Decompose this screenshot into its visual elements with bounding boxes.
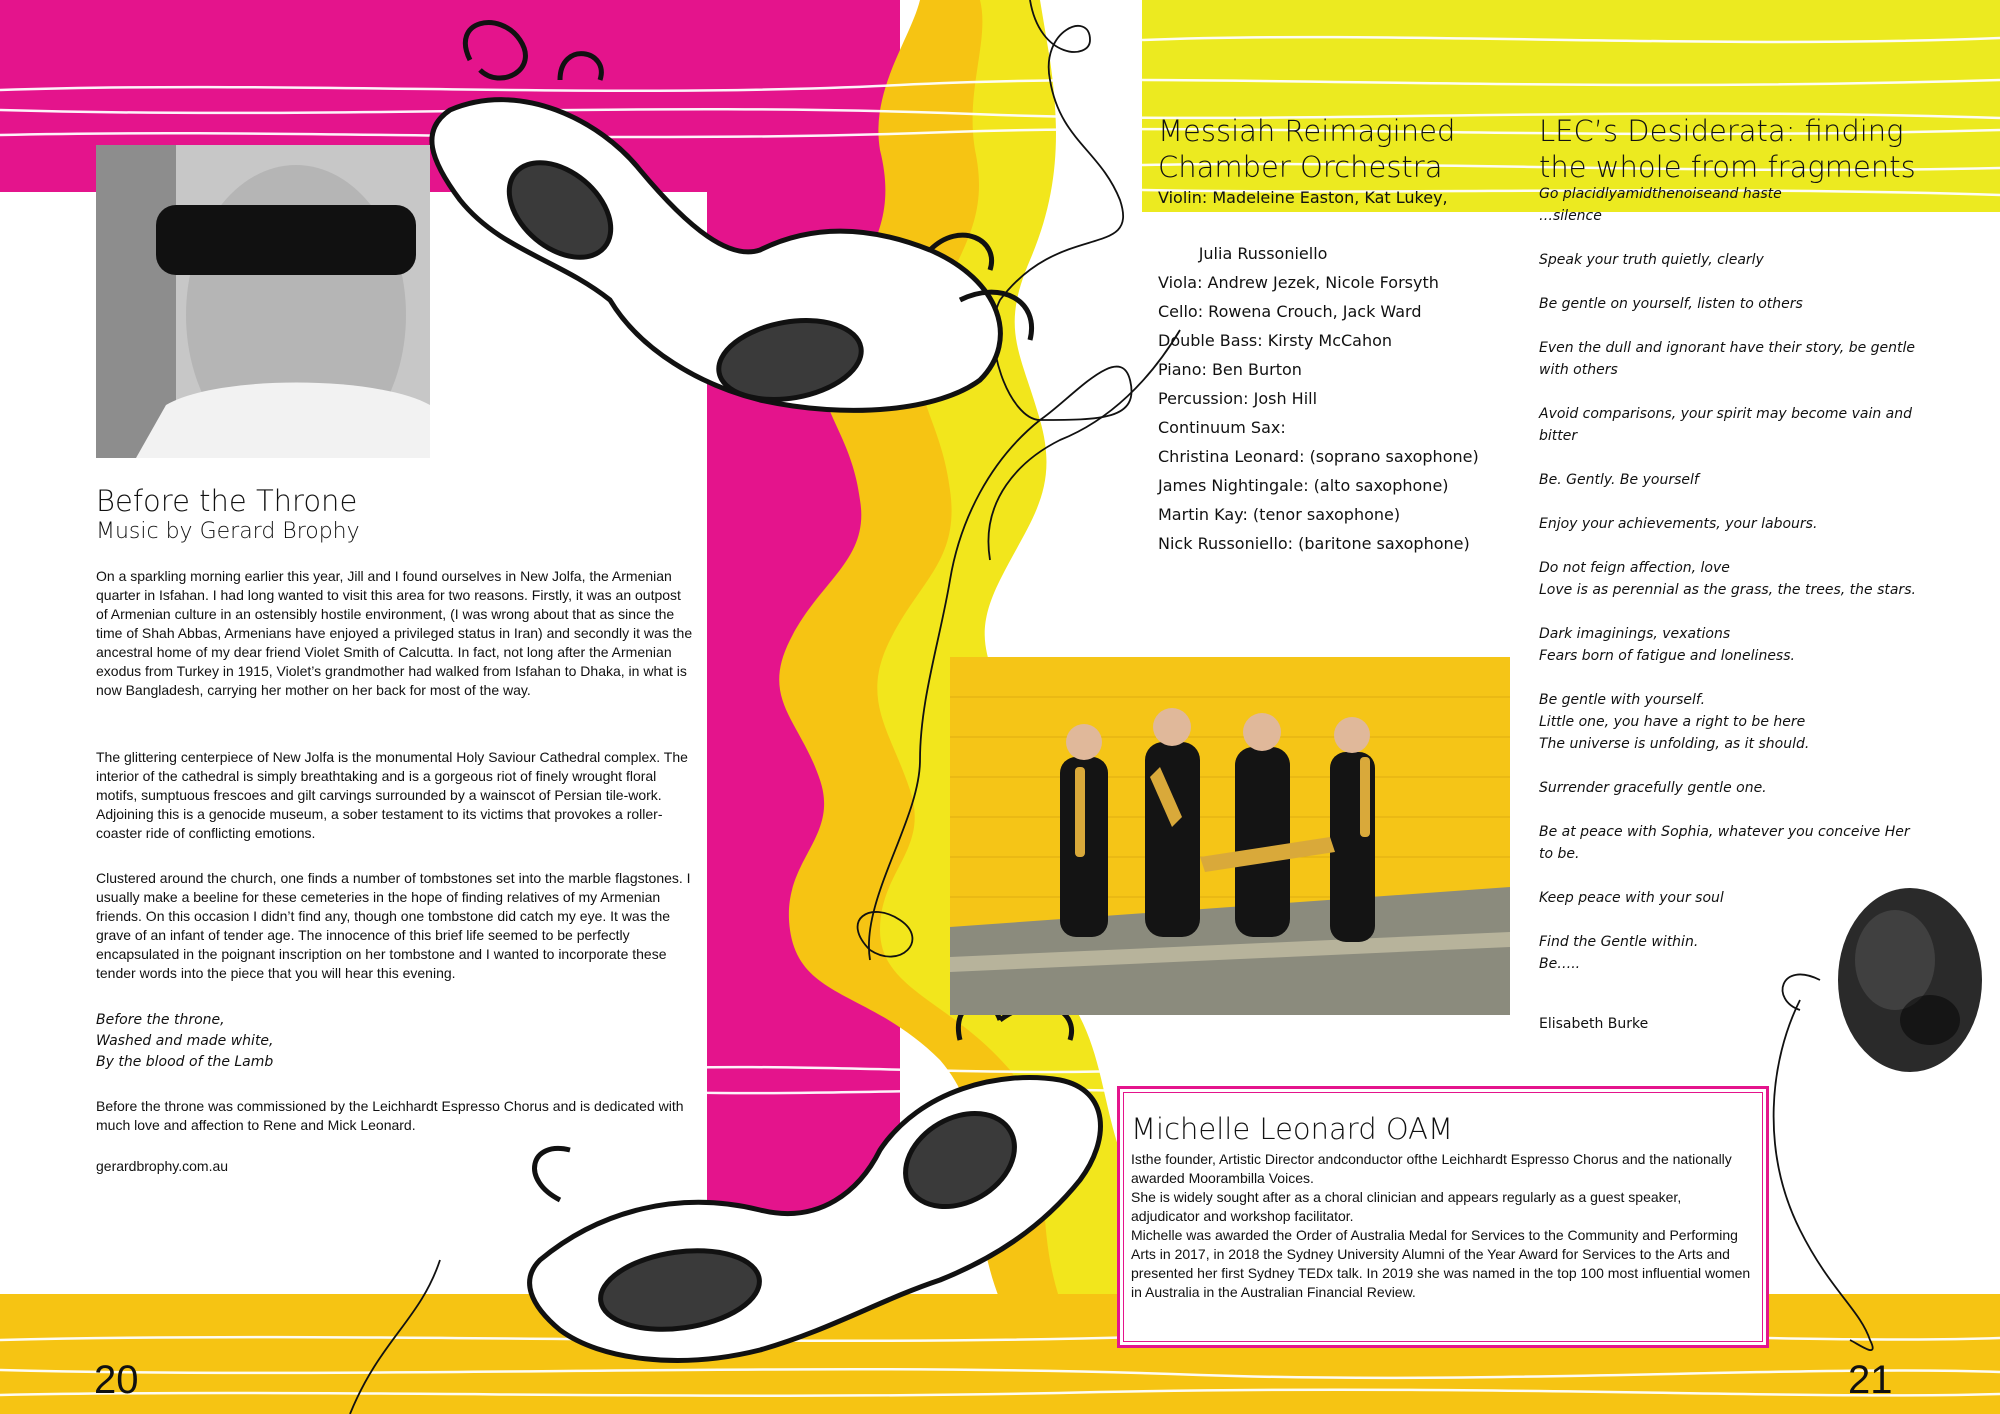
list-item: Martin Kay: (tenor saxophone) bbox=[1158, 505, 1401, 524]
desiderata-line: Surrender gracefully gentle one. bbox=[1539, 780, 1767, 796]
desiderata-line bbox=[1539, 381, 1919, 403]
poem-line: Before the throne, bbox=[96, 1012, 225, 1028]
list-item: Percussion: Josh Hill bbox=[1158, 389, 1318, 408]
website-link[interactable]: gerardbrophy.com.au bbox=[96, 1158, 229, 1174]
list-item: Piano: Ben Burton bbox=[1158, 360, 1302, 379]
poem-inscription bbox=[96, 1010, 274, 1073]
desiderata-line bbox=[1539, 799, 1919, 821]
page-number-left: 20 bbox=[94, 1358, 139, 1402]
desiderata-line bbox=[1539, 667, 1919, 689]
desiderata-line: Avoid comparisons, your spirit may become vain and bitter bbox=[1539, 406, 1913, 444]
desiderata-line: Be gentle with yourself. bbox=[1539, 692, 1706, 708]
desiderata-line: Do not feign affection, love bbox=[1539, 560, 1730, 576]
desiderata-line bbox=[1539, 315, 1919, 337]
desiderata-line bbox=[1539, 447, 1919, 469]
desiderata-line: Speak your truth quietly, clearly bbox=[1539, 252, 1764, 268]
list-item: Christina Leonard: (soprano saxophone) bbox=[1158, 447, 1479, 466]
desiderata-text bbox=[1539, 183, 1919, 997]
section-title-desiderata: LEC’s Desiderata: finding the whole from fragments bbox=[1539, 114, 1916, 184]
list-item: Double Bass: Kirsty McCahon bbox=[1158, 331, 1393, 350]
desiderata-line: Little one, you have a right to be here bbox=[1539, 714, 1806, 730]
desiderata-line: …silence bbox=[1539, 208, 1602, 224]
desiderata-line: The universe is unfolding, as it should. bbox=[1539, 736, 1810, 752]
list-item: Continuum Sax: bbox=[1158, 418, 1286, 437]
desiderata-line bbox=[1539, 535, 1919, 557]
body-paragraph: On a sparkling morning earlier this year, Jill and I found ourselves in New Jolfa, the Armenian quarter in Isfahan. I had long wanted to visit this area for two reasons. Firstly, it was an outpost of Armenian culture in an ostensibly hostile environment, (I was wrong about that as since the time of Shah Abbas, Armenians have enjoyed a privileged status in Iran) and secondly it was the ancestral home of my dear friend Violet Smith of Calcutta. In fact, not long after the Armenian exodus from Turkey in 1915, Violet’s grandmother had walked from Isfahan to Dhaka, in what is now Bangladesh, carrying her mother on her back for most of the way. bbox=[96, 568, 693, 698]
violin-line: Violin: Madeleine Easton, Kat Lukey, bbox=[1158, 188, 1448, 207]
list-item: James Nightingale: (alto saxophone) bbox=[1158, 476, 1449, 495]
desiderata-line bbox=[1539, 975, 1919, 997]
desiderata-line: Love is as perennial as the grass, the trees, the stars. bbox=[1539, 582, 1916, 598]
list-item: Viola: Andrew Jezek, Nicole Forsyth bbox=[1158, 273, 1439, 292]
poem-line: By the blood of the Lamb bbox=[96, 1054, 274, 1070]
bio-paragraph: Michelle was awarded the Order of Australia Medal for Services to the Community and Performing Arts in 2017, in 2018 the Sydney University Alumni of the Year Award for Services to the Arts and presented her first Sydney TEDx talk. In 2019 she was named in the top 100 most influential women in Australia in the Australian Financial Review. bbox=[1131, 1227, 1751, 1300]
saxophone-quartet-photo bbox=[950, 657, 1510, 1015]
desiderata-line: Even the dull and ignorant have their story, be gentle with others bbox=[1539, 340, 1916, 378]
desiderata-line: Go placidlyamidthenoiseand haste bbox=[1539, 186, 1782, 202]
desiderata-line: Be gentle on yourself, listen to others bbox=[1539, 296, 1803, 312]
bio-paragraph: Isthe founder, Artistic Director andconductor ofthe Leichhardt Espresso Chorus and the nationally awarded Moorambilla Voices. bbox=[1131, 1151, 1732, 1186]
page-number-right: 21 bbox=[1848, 1358, 1893, 1402]
desiderata-line bbox=[1539, 601, 1919, 623]
section-subtitle-composer: Music by Gerard Brophy bbox=[96, 519, 360, 544]
desiderata-line bbox=[1539, 227, 1919, 249]
body-paragraph: Clustered around the church, one finds a number of tombstones set into the marble flagstones. I usually make a beeline for these cemeteries in the hope of finding relatives of my Armenian friends. On this occasion I didn’t find any, though one tombstone did catch my eye. It was the grave of an infant of tender age. The innocence of this brief life seemed to be perfectly encapsulated in the poignant inscription on her tombstone and I wanted to incorporate these tender words into the piece that you will hear this evening. bbox=[96, 870, 691, 981]
desiderata-line: Be….. bbox=[1539, 956, 1581, 972]
list-item: Nick Russoniello: (baritone saxophone) bbox=[1158, 534, 1470, 553]
desiderata-line: Be. Gently. Be yourself bbox=[1539, 472, 1699, 488]
desiderata-author: Elisabeth Burke bbox=[1539, 1016, 1649, 1032]
desiderata-line bbox=[1539, 271, 1919, 293]
desiderata-line: Fears born of fatigue and loneliness. bbox=[1539, 648, 1795, 664]
list-item: Julia Russoniello bbox=[1158, 244, 1328, 263]
desiderata-line bbox=[1539, 865, 1919, 887]
desiderata-line bbox=[1539, 755, 1919, 777]
desiderata-line: Enjoy your achievements, your labours. bbox=[1539, 516, 1818, 532]
body-paragraph: The glittering centerpiece of New Jolfa is the monumental Holy Saviour Cathedral complex. The interior of the cathedral is simply breathtaking and is a gorgeous riot of finely wrought floral motifs, sumptuous frescoes and gilt carvings surrounded by a wainscot of Persian tile-work. Adjoining this is a genocide museum, a sober testament to its victims that provokes a roller-coaster ride of conflicting emotions. bbox=[96, 749, 688, 841]
michelle-bio-text bbox=[1131, 1150, 1751, 1302]
desiderata-line: Keep peace with your soul bbox=[1539, 890, 1724, 906]
section-title-before-the-throne: Before the Throne bbox=[96, 484, 358, 518]
list-item: Cello: Rowena Crouch, Jack Ward bbox=[1158, 302, 1422, 321]
desiderata-line bbox=[1539, 491, 1919, 513]
desiderata-line: Be at peace with Sophia, whatever you conceive Her to be. bbox=[1539, 824, 1910, 862]
gerard-brophy-portrait bbox=[96, 145, 430, 458]
desiderata-line: Find the Gentle within. bbox=[1539, 934, 1699, 950]
desiderata-line bbox=[1539, 909, 1919, 931]
section-title-messiah: Messiah Reimagined Chamber Orchestra bbox=[1158, 114, 1456, 184]
desiderata-line: Dark imaginings, vexations bbox=[1539, 626, 1731, 642]
poem-line: Washed and made white, bbox=[96, 1033, 274, 1049]
bio-paragraph: She is widely sought after as a choral clinician and appears regularly as a guest speaker, adjudicator and workshop facilitator. bbox=[1131, 1189, 1682, 1224]
orchestra-member-list bbox=[1158, 239, 1479, 558]
closing-paragraph: Before the throne was commissioned by the Leichhardt Espresso Chorus and is dedicated with much love and affection to Rene and Mick Leonard. bbox=[96, 1098, 684, 1133]
section-title-michelle: Michelle Leonard OAM bbox=[1131, 1112, 1454, 1146]
